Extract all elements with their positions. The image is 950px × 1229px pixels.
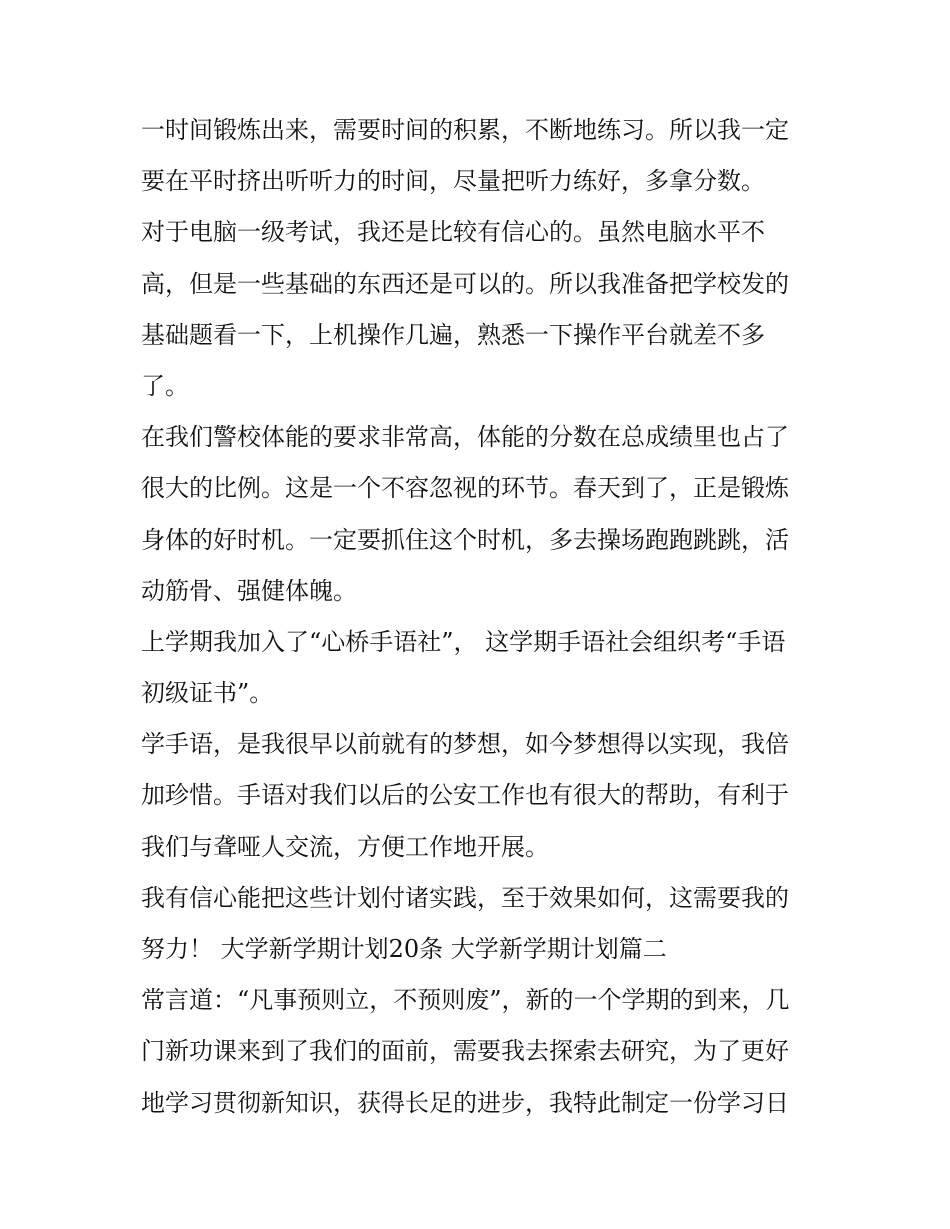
text-line: 学手语，是我很早以前就有的梦想，如今梦想得以实现，我倍 (141, 730, 789, 759)
text-line: 高，但是一些基础的东西还是可以的。所以我准备把学校发的 (141, 269, 789, 298)
text-line: 很大的比例。这是一个不容忽视的环节。春天到了，正是锻炼 (141, 474, 789, 503)
text-line: 地学习贯彻新知识，获得长足的进步，我特此制定一份学习日 (141, 1088, 789, 1117)
text-line: 门新功课来到了我们的面前，需要我去探索去研究，为了更好 (141, 1037, 789, 1066)
text-line: 努力！ 大学新学期计划20条 大学新学期计划篇二 (141, 935, 667, 963)
text-line: 身体的好时机。一定要抓住这个时机，多去操场跑跑跳跳，活 (141, 525, 789, 554)
text-line: 了。 (141, 371, 189, 400)
text-line: 在我们警校体能的要求非常高，体能的分数在总成绩里也占了 (141, 423, 789, 452)
text-line: 加珍惜。手语对我们以后的公安工作也有很大的帮助，有利于 (141, 781, 789, 810)
text-line: 我有信心能把这些计划付诸实践，至于效果如何，这需要我的 (141, 883, 789, 912)
text-line: 要在平时挤出听听力的时间，尽量把听力练好，多拿分数。 (141, 167, 765, 196)
text-line: 动筋骨、强健体魄。 (141, 576, 357, 605)
text-line: 基础题看一下，上机操作几遍，熟悉一下操作平台就差不多 (141, 320, 765, 349)
text-line: 常言道：“凡事预则立，不预则废”，新的一个学期的到来，几 (141, 986, 790, 1015)
text-line: 对于电脑一级考试，我还是比较有信心的。虽然电脑水平不 (141, 218, 765, 247)
text-line: 一时间锻炼出来，需要时间的积累，不断地练习。所以我一定 (141, 116, 789, 144)
text-line: 我们与聋哑人交流，方便工作地开展。 (141, 832, 549, 861)
text-line: 初级证书”。 (141, 679, 274, 708)
text-line: 上学期我加入了“心桥手语社”， 这学期手语社会组织考“手语 (141, 627, 786, 656)
document-body (141, 105, 821, 1129)
